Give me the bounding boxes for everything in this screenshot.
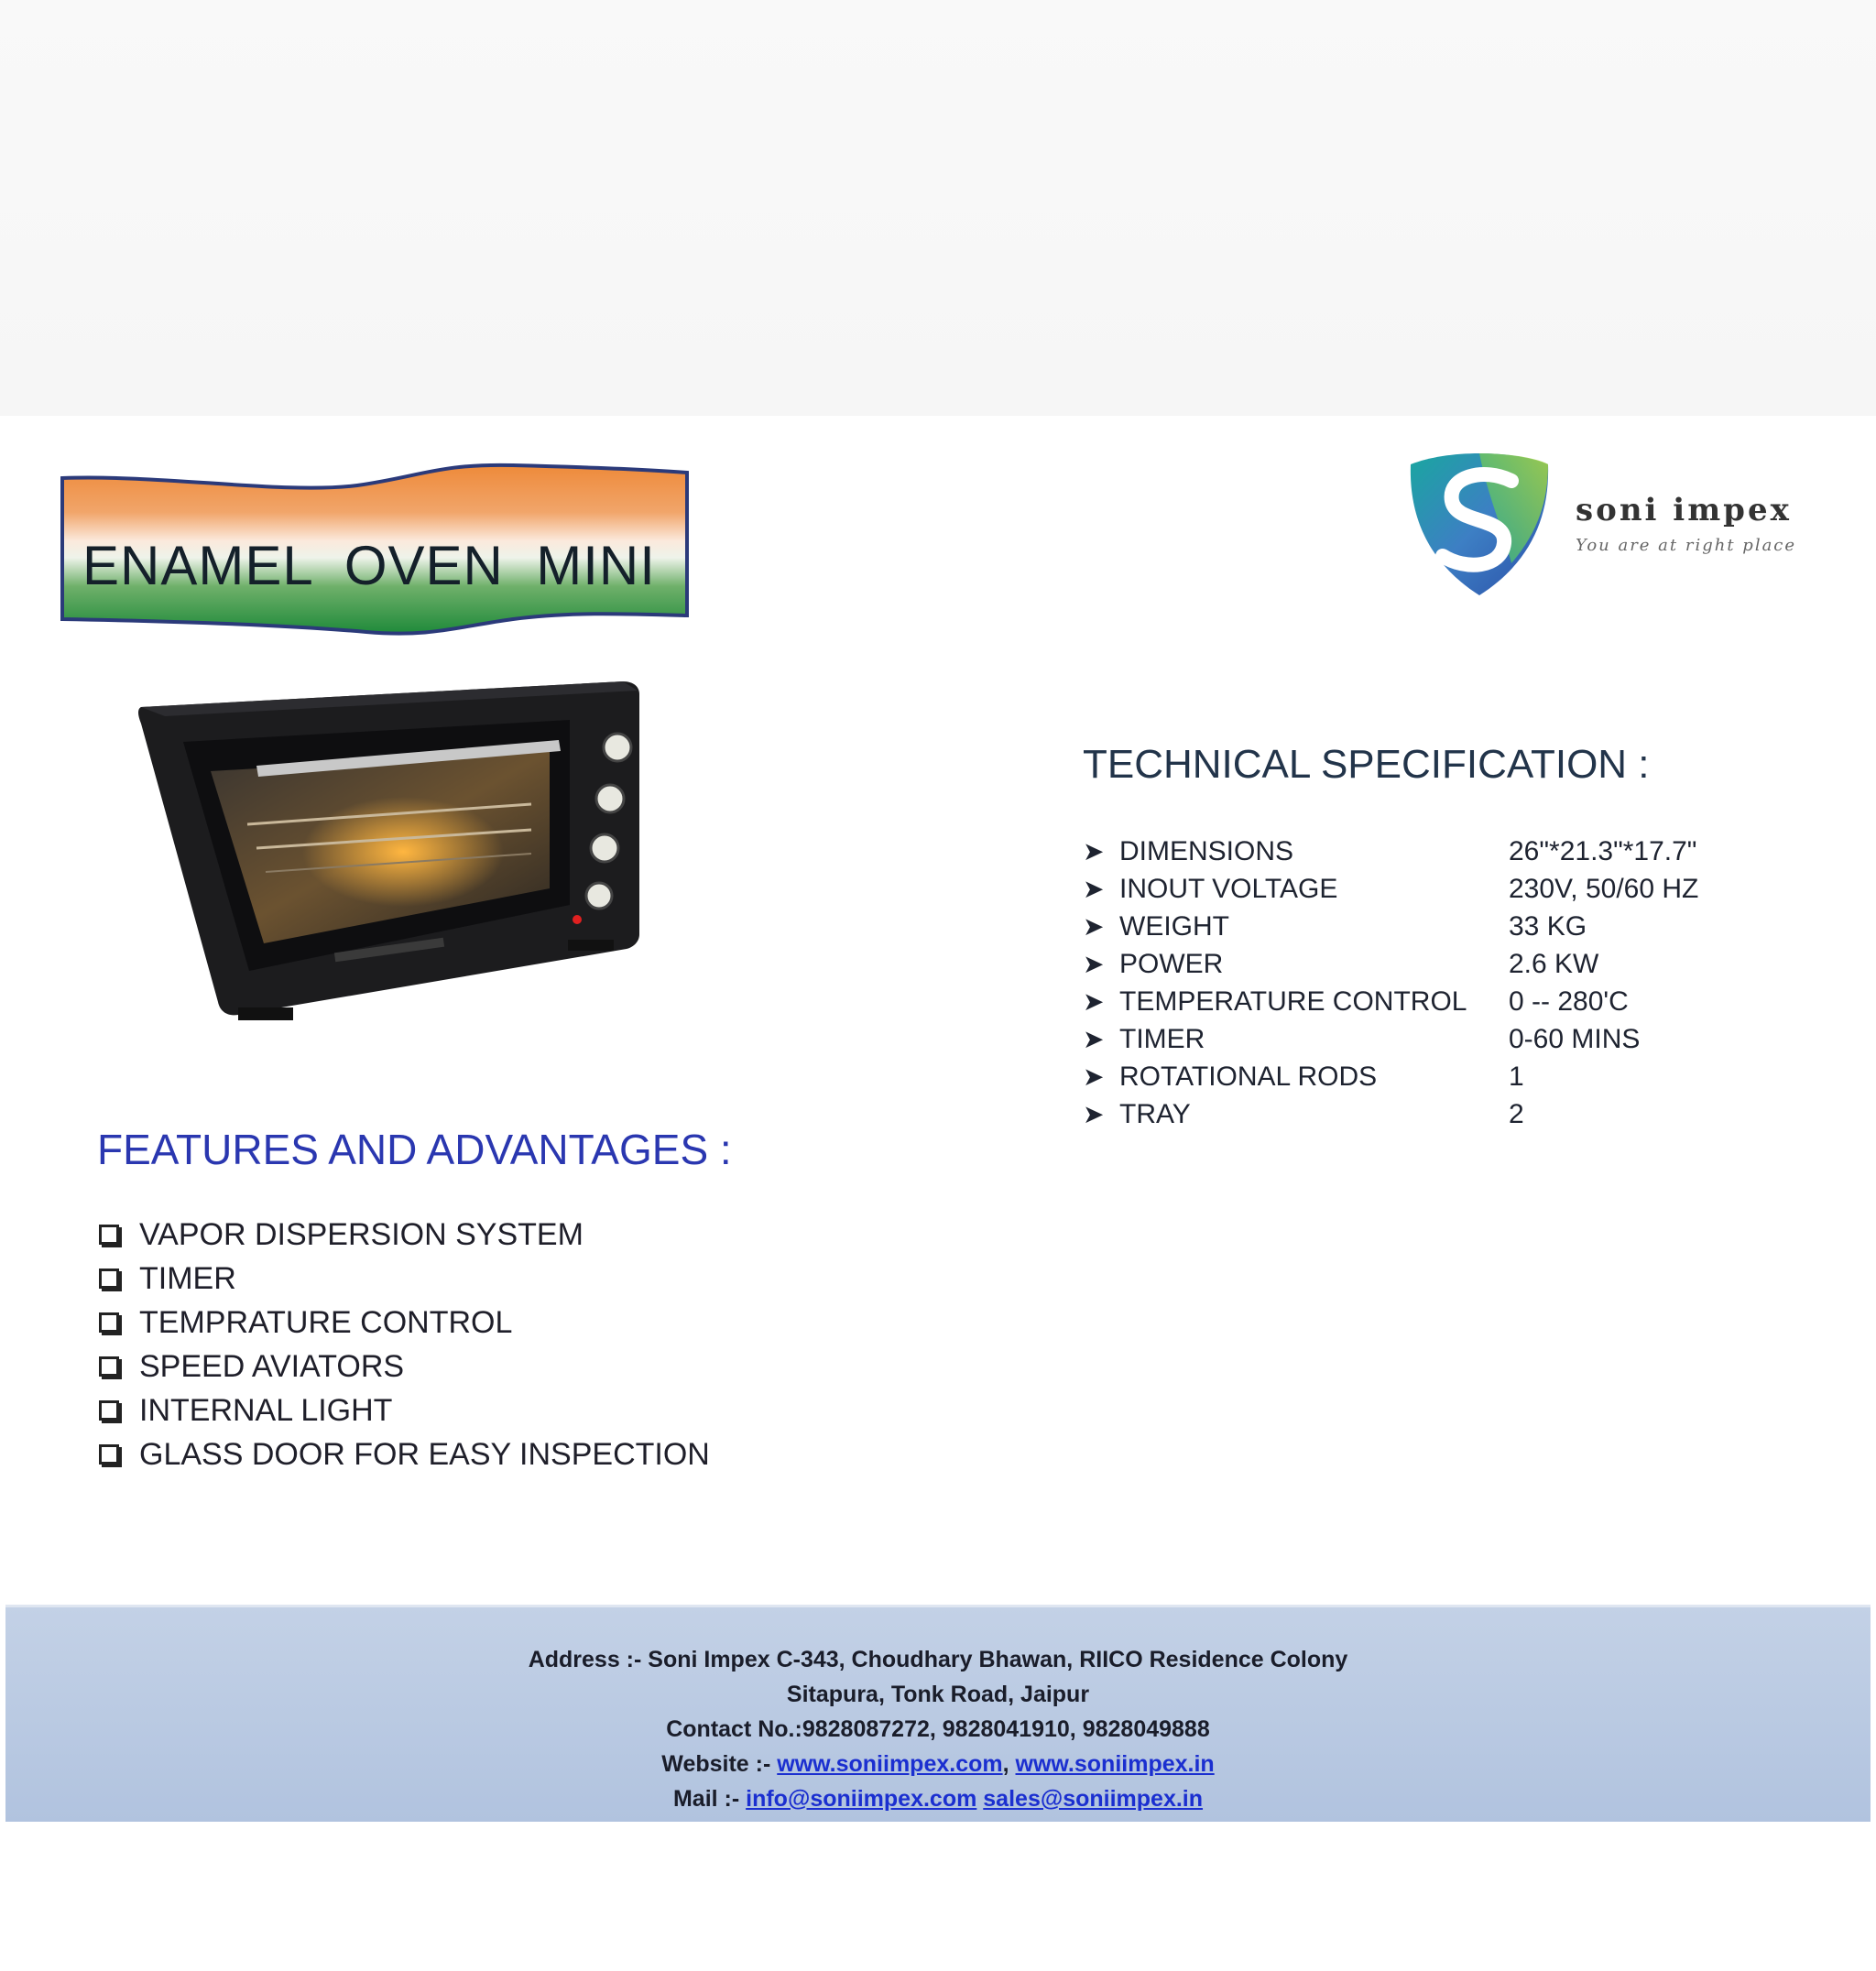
contact-label: Contact No.:: [666, 1716, 802, 1742]
spec-value: 0 -- 280'C: [1509, 986, 1629, 1017]
spec-row: [1083, 986, 1779, 1024]
spec-row: [1083, 1024, 1779, 1062]
spec-label: ROTATIONAL RODS: [1119, 1062, 1378, 1092]
contact-footer: [5, 1605, 1871, 1822]
spec-value: 2: [1509, 1099, 1524, 1129]
feature-label: SPEED AVIATORS: [139, 1348, 405, 1384]
arrow-bullet-icon: ➤: [1083, 1062, 1105, 1091]
feature-label: TEMPRATURE CONTROL: [139, 1304, 513, 1340]
footer-content: [5, 1642, 1871, 1816]
spec-value: 33 KG: [1509, 911, 1587, 942]
feature-item: [99, 1301, 710, 1345]
spec-value: 0-60 MINS: [1509, 1024, 1641, 1054]
feature-item: [99, 1213, 710, 1257]
spec-row: [1083, 836, 1779, 874]
spec-heading: TECHNICAL SPECIFICATION :: [1083, 742, 1650, 787]
top-blank-band: [0, 0, 1876, 416]
features-list: [99, 1213, 710, 1476]
page-title: ENAMEL OVEN MINI: [82, 535, 656, 596]
spec-label: TIMER: [1119, 1024, 1205, 1054]
company-logo: [1402, 444, 1832, 604]
website-label: Website :-: [661, 1751, 771, 1777]
footer-address-line2: Sitapura, Tonk Road, Jaipur: [786, 1682, 1090, 1707]
feature-label: TIMER: [139, 1260, 236, 1296]
spec-label: WEIGHT: [1119, 911, 1229, 942]
features-heading: FEATURES AND ADVANTAGES :: [97, 1126, 732, 1173]
spec-label: INOUT VOLTAGE: [1119, 874, 1338, 904]
arrow-bullet-icon: ➤: [1083, 1100, 1105, 1128]
checkbox-icon: [99, 1444, 119, 1465]
feature-label: VAPOR DISPERSION SYSTEM: [139, 1216, 584, 1252]
contact-numbers: 9828087272, 9828041910, 9828049888: [802, 1716, 1210, 1742]
footer-website-line: Website :- www.soniimpex.com, www.soniimpex.in: [661, 1751, 1215, 1777]
checkbox-icon: [99, 1356, 119, 1377]
website-link-com[interactable]: www.soniimpex.com: [777, 1751, 1003, 1777]
spec-row: [1083, 874, 1779, 911]
spec-value: 2.6 KW: [1509, 949, 1599, 979]
company-name: soni impex: [1576, 492, 1792, 528]
feature-label: INTERNAL LIGHT: [139, 1392, 393, 1428]
arrow-bullet-icon: ➤: [1083, 837, 1105, 866]
footer-address-line1: Address :- Soni Impex C-343, Choudhary Bhawan, RIICO Residence Colony: [528, 1647, 1348, 1672]
website-link-in[interactable]: www.soniimpex.in: [1015, 1751, 1215, 1777]
feature-item: [99, 1345, 710, 1388]
spec-row: [1083, 1062, 1779, 1099]
title-banner: [55, 458, 696, 641]
footer-contact-line: [5, 1712, 1871, 1747]
spec-value: 26"*21.3"*17.7": [1509, 836, 1697, 866]
arrow-bullet-icon: ➤: [1083, 875, 1105, 903]
spec-value: 230V, 50/60 HZ: [1509, 874, 1699, 904]
arrow-bullet-icon: ➤: [1083, 987, 1105, 1016]
feature-label: GLASS DOOR FOR EASY INSPECTION: [139, 1436, 710, 1472]
feature-item: [99, 1388, 710, 1432]
feature-item: [99, 1432, 710, 1476]
oven-product-image: [128, 669, 660, 1026]
spec-value: 1: [1509, 1062, 1524, 1092]
feature-item: [99, 1257, 710, 1301]
checkbox-icon: [99, 1312, 119, 1333]
arrow-bullet-icon: ➤: [1083, 912, 1105, 941]
mail-label: Mail :-: [672, 1786, 740, 1812]
mail-link-info[interactable]: info@soniimpex.com: [746, 1786, 977, 1812]
checkbox-icon: [99, 1400, 119, 1421]
spec-label: TRAY: [1119, 1099, 1191, 1129]
spec-row: [1083, 1099, 1779, 1137]
spec-label: DIMENSIONS: [1119, 836, 1294, 866]
footer-mail-line: [5, 1781, 1871, 1816]
mail-link-sales[interactable]: sales@soniimpex.in: [983, 1786, 1204, 1812]
company-tagline: You are at right place: [1576, 536, 1797, 555]
spec-table: [1083, 836, 1779, 1137]
arrow-bullet-icon: ➤: [1083, 1025, 1105, 1053]
spec-label: TEMPERATURE CONTROL: [1119, 986, 1467, 1017]
shield-logo-icon: [1402, 444, 1557, 600]
spec-label: POWER: [1119, 949, 1224, 979]
arrow-bullet-icon: ➤: [1083, 950, 1105, 978]
checkbox-icon: [99, 1225, 119, 1245]
spec-row: [1083, 949, 1779, 986]
spec-row: [1083, 911, 1779, 949]
checkbox-icon: [99, 1269, 119, 1289]
